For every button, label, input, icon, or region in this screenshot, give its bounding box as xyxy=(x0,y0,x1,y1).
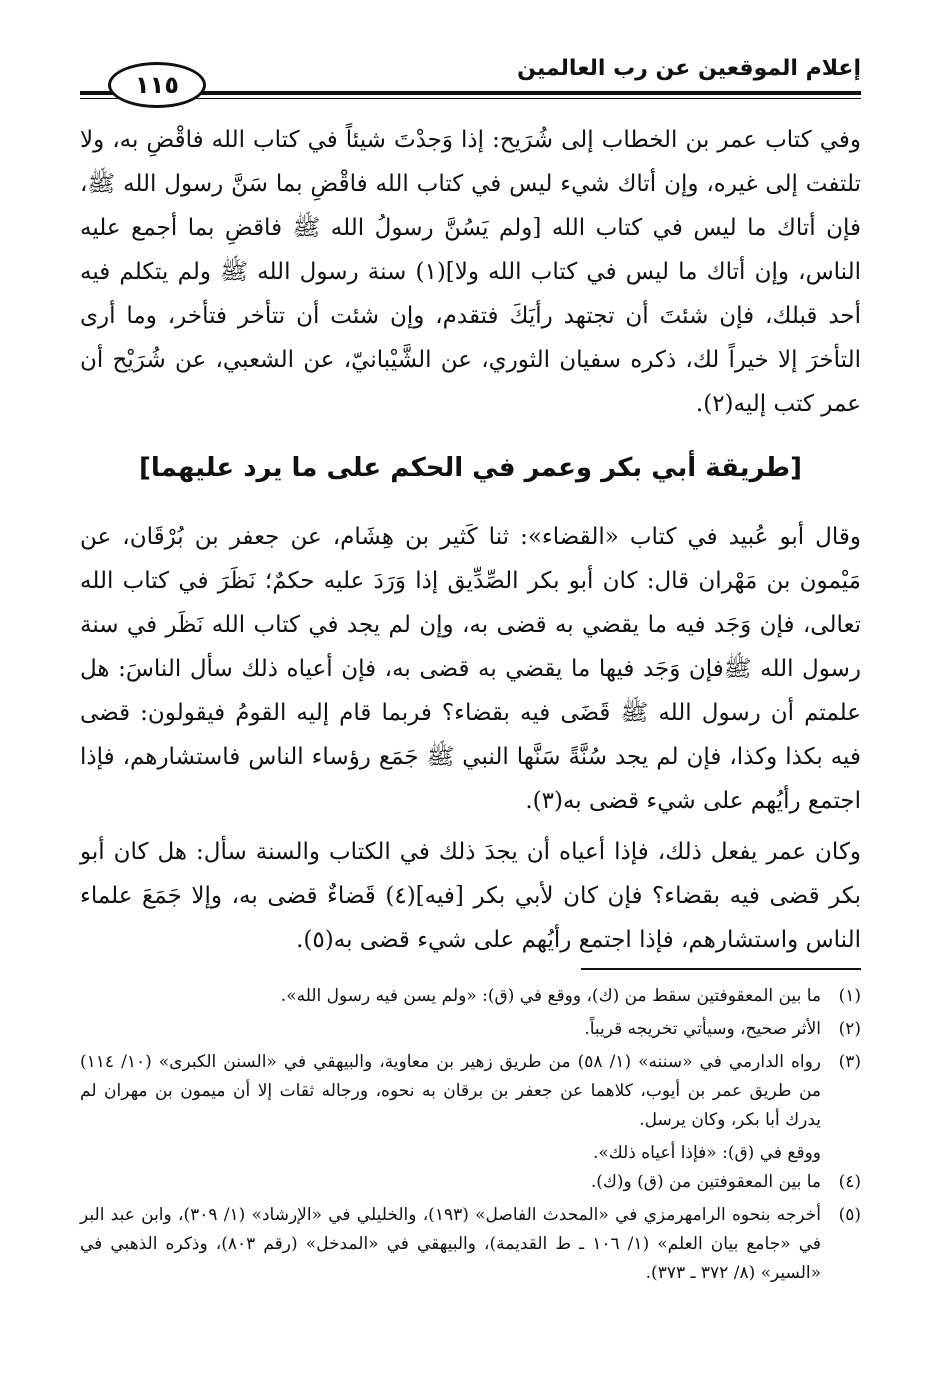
page-number: ١١٥ xyxy=(108,62,206,108)
footnote-number: (١) xyxy=(838,986,861,1006)
footnote-continuation: ووقع في (ق): «فإذا أعياه ذلك». xyxy=(592,1143,821,1163)
footnote-number: (٢) xyxy=(838,1019,861,1039)
footnote-text: الأثر صحيح، وسيأتي تخريجه قريباً. xyxy=(584,1019,821,1039)
footnote xyxy=(80,1015,861,1044)
footnote-text: رواه الدارمي في «سننه» (١/ ٥٨) من طريق زهير بن معاوية، والبيهقي في «السنن الكبرى» (١٠/ ١١٤) من طريق عمر بن أيوب، كلاهما عن جعفر بن برقان به نحوه، ورجاله ثقات إلا أن ميمون بن مهران لم يدرك أبا بكر، وكان يرسل. xyxy=(80,1052,822,1130)
footnote-number: (٥) xyxy=(838,1205,861,1225)
footnote-text: أخرجه بنحوه الرامهرمزي في «المحدث الفاصل» (١٩٣)، والخليلي في «الإرشاد» (١/ ٣٠٩)، وابن عبد البر في «جامع بيان العلم» (١/ ١٠٦ ـ ط القديمة)، والبيهقي في «المدخل» (رقم ٨٠٣)، وذكره الذهبي في «السير» (٨/ ٣٧٢ ـ ٣٧٣). xyxy=(80,1205,822,1283)
footnotes xyxy=(80,982,861,1292)
footnote xyxy=(80,1048,861,1135)
footnote-separator xyxy=(581,968,861,970)
paragraph-umar-letter: وفي كتاب عمر بن الخطاب إلى شُرَيح: إذا وَجدْتَ شيئاً في كتاب الله فاقْضِ به، ولا تلتفت إلى غيره، وإن أتاك شيء ليس في كتاب الله فاقْضِ بما سَنَّ رسول الله ﷺ، فإن أتاك ما ليس في كتاب الله [ولم يَسُنَّ رسولُ الله ﷺ فاقضِ بما أجمع عليه الناس، وإن أتاك ما ليس في كتاب الله ولا](١) سنة رسول الله ﷺ ولم يتكلم فيه أحد قبلك، فإن شئتَ أن تجتهد رأيَكَ فتقدم، وإن شئت أن تتأخر فتأخر، وما أرى التأخرَ إلا خيراً لك، ذكره سفيان الثوري، عن الشَّيْبانيّ، عن الشعبي، عن شُرَيْح أن عمر كتب إليه(٢). xyxy=(80,127,862,417)
paragraph-abu-ubayd: وقال أبو عُبيد في كتاب «القضاء»: ثنا كَثير بن هِشَام، عن جعفر بن بُرْقَان، عن مَيْمون بن مَهْران قال: كان أبو بكر الصِّدِّيق إذا وَرَدَ عليه حكمٌ؛ نَظَرَ في كتاب الله تعالى، فإن وَجَد فيه ما يقضي به قضى به، وإن لم يجد في كتاب الله نَظَر في سنة رسول الله ﷺفإن وَجَد فيها ما يقضي به قضى به، فإن أعياه ذلك سأل الناسَ: هل علمتم أن رسول الله ﷺ قَضَى فيه بقضاء؟ فربما قام إليه القومُ فيقولون: قضى فيه بكذا وكذا، فإن لم يجد سُنَّةً سَنَّها النبي ﷺ جَمَع رؤساء الناس فاستشارهم، فإذا اجتمع رأيُهم على شيء قضى به(٣). xyxy=(80,524,862,814)
paragraph-umar-practice: وكان عمر يفعل ذلك، فإذا أعياه أن يجدَ ذلك في الكتاب والسنة سأل: هل كان أبو بكر قضى فيه بقضاء؟ فإن كان لأبي بكر [فيه](٤) قَضاءٌ قضى به، وإلا جَمَعَ علماء الناس واستشارهم، فإذا اجتمع رأيُهم على شيء قضى به(٥). xyxy=(80,839,861,953)
footnote-text: ما بين المعقوفتين من (ق) و(ك). xyxy=(590,1172,821,1192)
footnote xyxy=(80,1201,861,1288)
footnote-number: (٤) xyxy=(838,1172,861,1192)
footnote xyxy=(80,1168,861,1197)
section-heading: [طريقة أبي بكر وعمر في الحكم على ما يرد عليهما] xyxy=(138,453,803,483)
footnote-text: ما بين المعقوفتين سقط من (ك)، ووقع في (ق): «ولم يسن فيه رسول الله». xyxy=(280,986,821,1006)
footnote-number: (٣) xyxy=(838,1052,861,1072)
running-title: إعلام الموقعين عن رب العالمين xyxy=(517,56,861,81)
footnote xyxy=(80,982,861,1011)
